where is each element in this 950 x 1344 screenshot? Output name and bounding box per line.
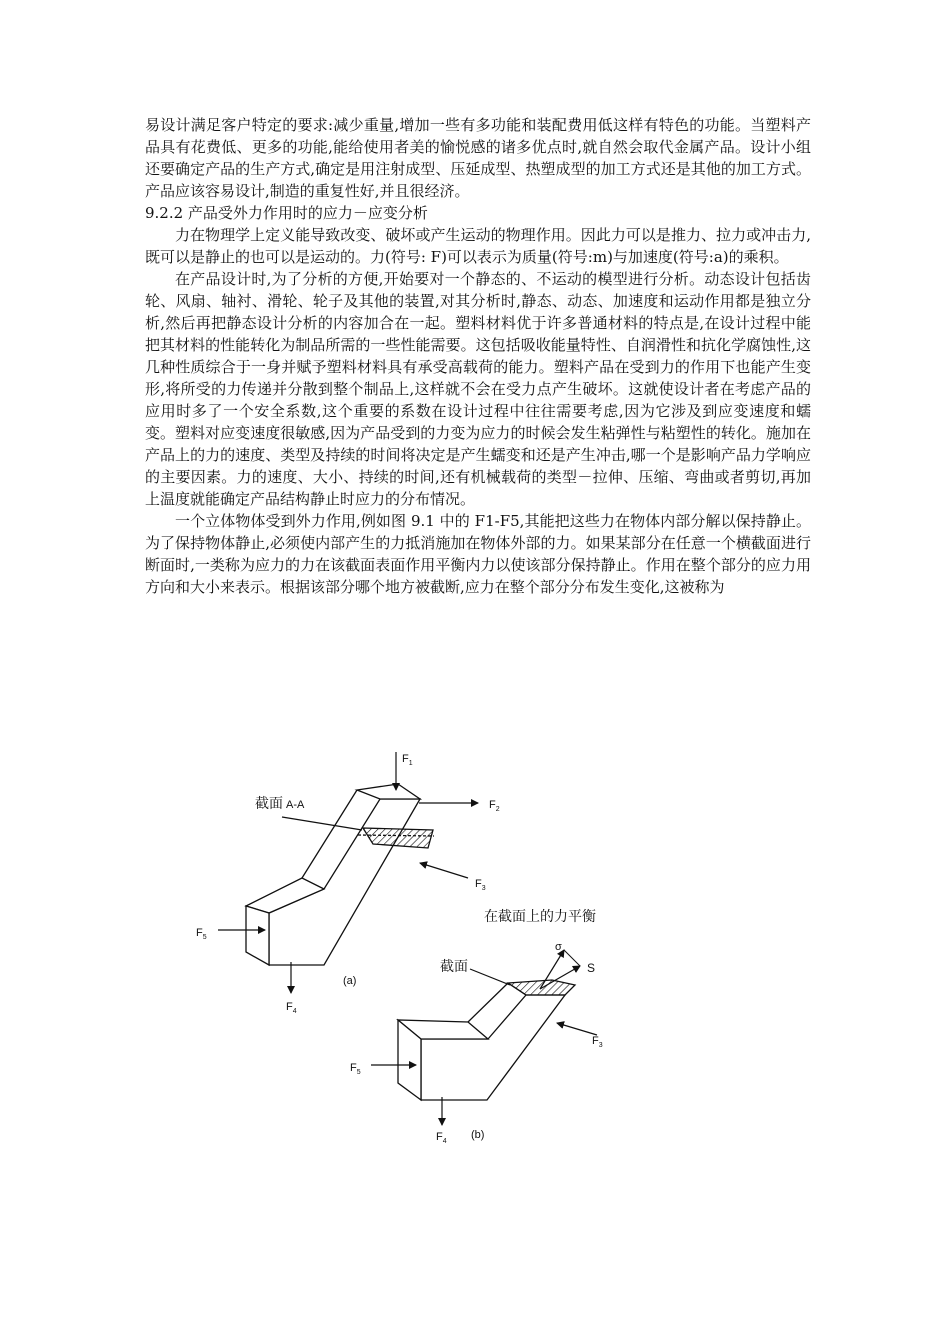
s-label: S bbox=[587, 961, 596, 975]
paragraph-internal-stress: 一个立体物体受到外力作用,例如图 9.1 中的 F1-F5,其能把这些力在物体内部分解以保持静止。为了保持物体静止,必须使内部产生的力抵消施加在物体外部的力。如果某部分在任意一个横截面进行断面时,一类称为应力的力在该截面表面作用平衡内力以使该部分保持静止。作用在整个部分的应力用方向和大小来表示。根据该部分哪个地方被截断,应力在整个部分分布发生变化,这被称为 bbox=[145, 512, 811, 596]
f3-label-a: $F_3$ bbox=[475, 878, 486, 892]
section-label-b: 截面 bbox=[440, 959, 468, 975]
paragraph-design-analysis: 在产品设计时,为了分析的方便,开始要对一个静态的、不运动的模型进行分析。动态设计包括齿轮、风扇、轴衬、滑轮、轮子及其他的装置,对其分析时,静态、动态、加速度和运动作用都是独立分析,然后再把静态设计分析的内容加合在一起。塑料材料优于许多普通材料的特点是,在设计过程中能把其材料的性能转化为制品所需的一些性能需要。这包括吸收能量特性、自润滑性和抗化学腐蚀性,这几种性质综合于一身并赋予塑料材料具有承受高载荷的能力。塑料产品在受到力的作用下也能产生变形,将所受的力传递并分散到整个制品上,这样就不会在受力点产生破坏。这就使设计者在考虑产品的应用时多了一个安全系数,这个重要的系数在设计过程中往往需要考虑,因为它涉及到应变速度和蠕变。塑料对应变速度很敏感,因为产品受到的力变为应力的时候会发生粘弹性与粘塑性的转化。施加在产品上的力的速度、类型及持续的时间将决定是产生蠕变和还是产生冲击,哪一个是影响产品力学响应的主要因素。力的速度、大小、持续的时间,还有机械载荷的类型－拉伸、压缩、弯曲或者剪切,再加上温度就能确定产品结构静止时应力的分布情况。 bbox=[145, 270, 811, 508]
f1-label: $F_1$ bbox=[402, 753, 413, 767]
f2-label: $F_2$ bbox=[489, 799, 500, 813]
caption-a: (a) bbox=[343, 975, 357, 987]
caption-b: (b) bbox=[471, 1129, 485, 1141]
part-a-end-face bbox=[246, 906, 269, 965]
section-heading: 9.2.2 产品受外力作用时的应力－应变分析 bbox=[145, 204, 428, 222]
f5-label-a: $F_5$ bbox=[196, 927, 207, 941]
part-a-front-face bbox=[269, 799, 420, 965]
f5-label-b: $F_5$ bbox=[350, 1062, 361, 1076]
paragraph-force-definition: 力在物理学上定义能导致改变、破坏或产生运动的物理作用。因此力可以是推力、拉力或冲击力,既可以是静止的也可以是运动的。力(符号: F)可以表示为质量(符号:m)与加速度(符号:a)的乘积。 bbox=[145, 226, 811, 266]
f3-label-b: $F_3$ bbox=[592, 1035, 603, 1049]
section-leader bbox=[282, 817, 362, 830]
section-name-a: A-A bbox=[286, 799, 305, 811]
section-leader-b bbox=[470, 969, 510, 985]
figure-part-b bbox=[398, 980, 575, 1100]
f3-arrow-b bbox=[557, 1023, 597, 1035]
section-label-a: 截面 bbox=[255, 796, 283, 812]
body-text bbox=[145, 114, 811, 598]
f4-label-b: $F_4$ bbox=[436, 1131, 447, 1145]
sigma-label: σ bbox=[555, 941, 562, 953]
section-equilibrium-title: 在截面上的力平衡 bbox=[484, 909, 596, 925]
paragraph-intro: 易设计满足客户特定的要求:减少重量,增加一些有多功能和装配费用低这样有特色的功能。当塑料产品具有花费低、更多的功能,能给使用者美的愉悦感的诸多优点时,就自然会取代金属产品。设计小组还要确定产品的生产方式,确定是用注射成型、压延成型、热塑成型的加工方式还是其他的加工方式。产品应该容易设计,制造的重复性好,并且很经济。 bbox=[145, 116, 811, 200]
f4-label-a: $F_4$ bbox=[286, 1001, 297, 1015]
figure-9-1 bbox=[0, 740, 950, 1160]
f3-arrow bbox=[420, 863, 468, 878]
part-b-front-face bbox=[421, 995, 565, 1100]
part-a-riser-top bbox=[357, 784, 420, 799]
